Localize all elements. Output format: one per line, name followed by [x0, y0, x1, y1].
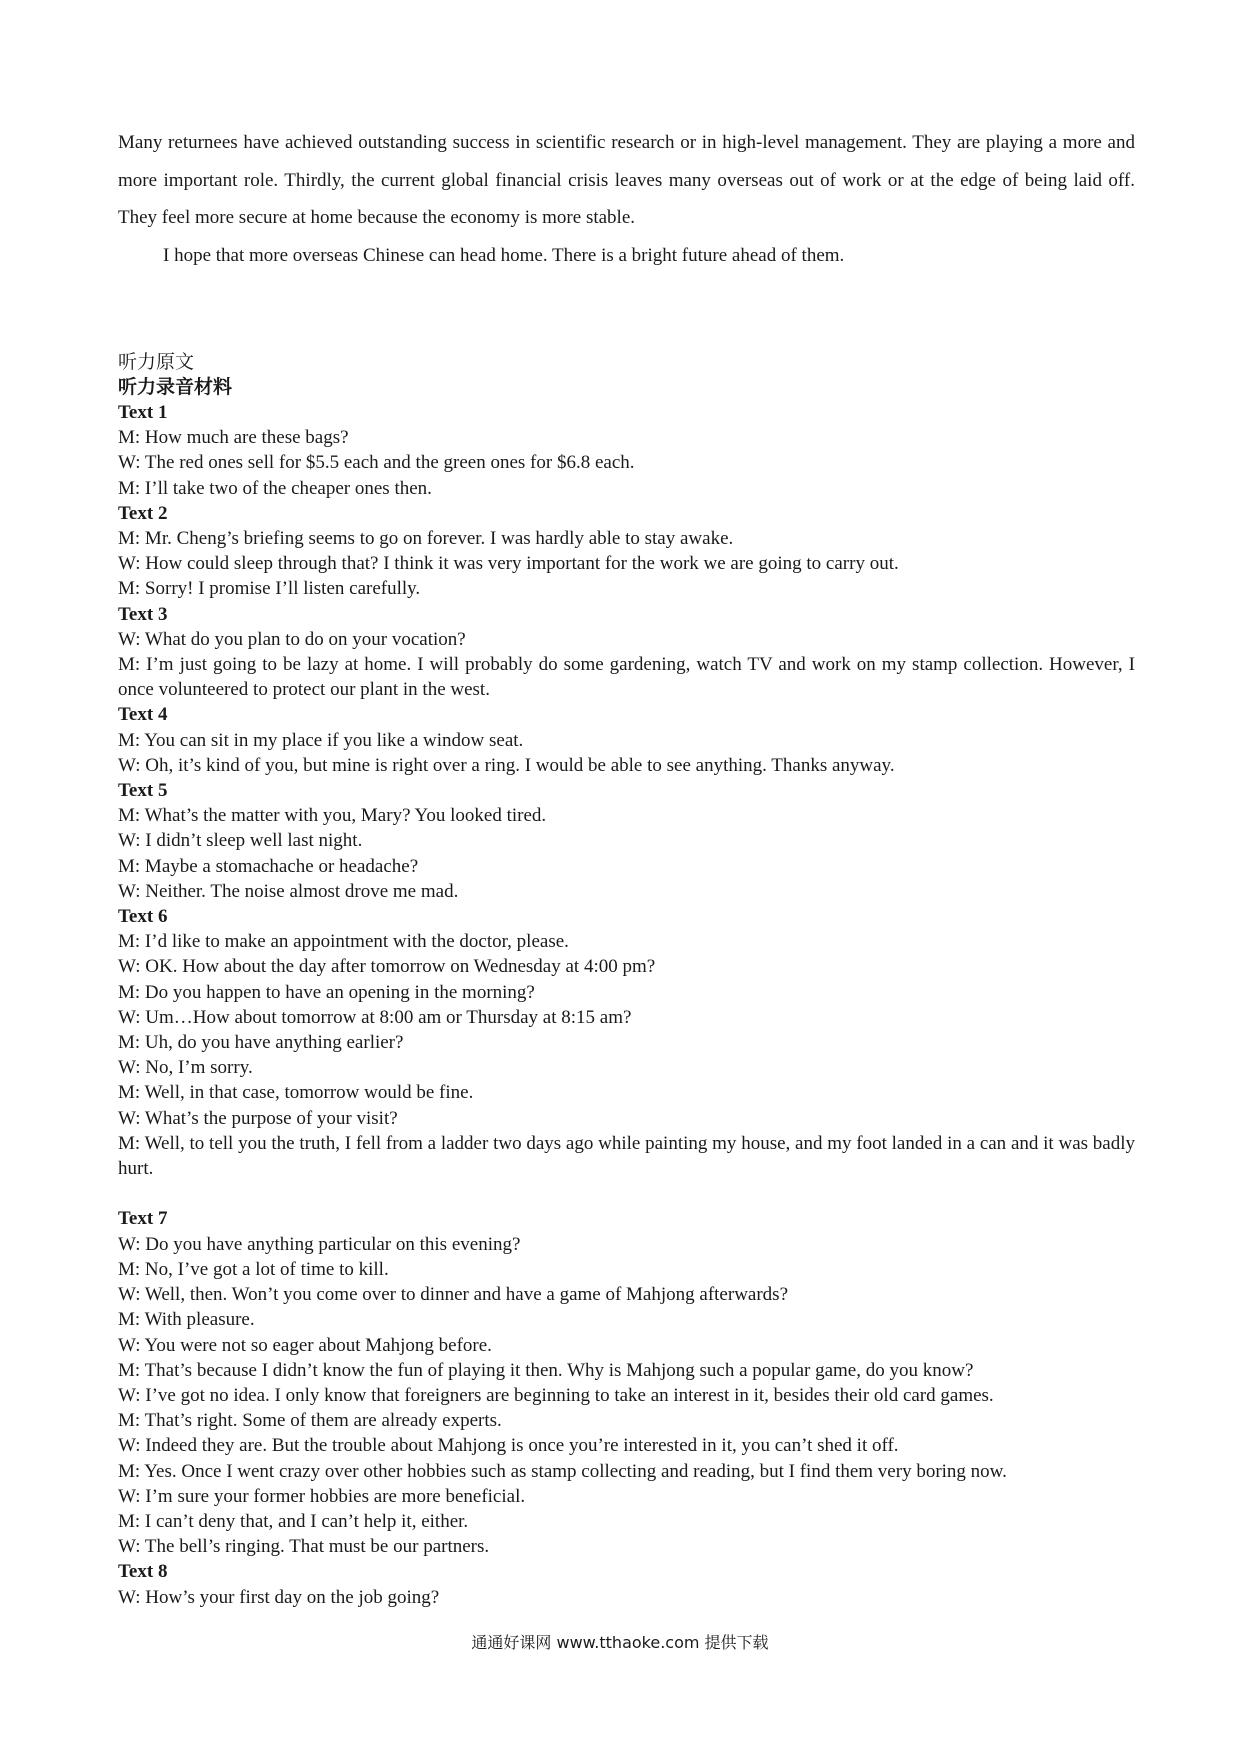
transcript-heading: Text 5 — [118, 780, 168, 802]
page-footer: 通通好课网 www.tthaoke.com 提供下载 — [471, 1633, 769, 1652]
transcript-section — [118, 778, 1135, 904]
transcript-heading: Text 7 — [118, 1208, 168, 1230]
essay-paragraph-2: I hope that more overseas Chinese can head home. There is a bright future ahead of them. — [163, 244, 845, 266]
dialogue-line: W: I didn’t sleep well last night. — [118, 830, 363, 852]
transcript-heading: Text 6 — [118, 906, 168, 928]
blank-line — [118, 1181, 1135, 1206]
transcript-section — [118, 904, 1135, 1181]
dialogue-line: W: How’s your first day on the job going? — [118, 1586, 440, 1608]
transcript-heading: Text 2 — [118, 502, 168, 524]
dialogue-line: W: What’s the purpose of your visit? — [118, 1107, 398, 1129]
dialogue-line: W: Um…How about tomorrow at 8:00 am or Thursday at 8:15 am? — [118, 1006, 632, 1028]
dialogue-line: W: No, I’m sorry. — [118, 1057, 253, 1079]
dialogue-line: M: Well, in that case, tomorrow would be fine. — [118, 1082, 474, 1104]
dialogue-line: W: How could sleep through that? I think it was very important for the work we are going to carry out. — [118, 553, 899, 575]
transcript-section — [118, 400, 1135, 501]
dialogue-line: W: I’ve got no idea. I only know that foreigners are beginning to take an interest in it, besides their old card games. — [118, 1384, 994, 1406]
transcript-section — [118, 702, 1135, 778]
transcript-heading: Text 3 — [118, 603, 168, 625]
transcript-list — [118, 400, 1135, 1610]
dialogue-line: W: OK. How about the day after tomorrow on Wednesday at 4:00 pm? — [118, 956, 656, 978]
dialogue-line: M: That’s because I didn’t know the fun of playing it then. Why is Mahjong such a popular game, do you know? — [118, 1359, 974, 1381]
dialogue-line: W: I’m sure your former hobbies are more beneficial. — [118, 1485, 526, 1507]
dialogue-line: M: Mr. Cheng’s briefing seems to go on forever. I was hardly able to stay awake. — [118, 528, 734, 550]
dialogue-line: W: The bell’s ringing. That must be our partners. — [118, 1536, 490, 1558]
dialogue-line: W: Oh, it’s kind of you, but mine is right over a ring. I would be able to see anything. Thanks anyway. — [118, 754, 895, 776]
transcript-heading: Text 1 — [118, 402, 168, 423]
dialogue-line: W: Indeed they are. But the trouble about Mahjong is once you’re interested in it, you can’t shed it off. — [118, 1435, 899, 1457]
dialogue-line: M: No, I’ve got a lot of time to kill. — [118, 1258, 389, 1280]
dialogue-line: M: Yes. Once I went crazy over other hobbies such as stamp collecting and reading, but I find them very boring now. — [118, 1460, 1007, 1482]
dialogue-line: M: How much are these bags? — [118, 427, 349, 449]
dialogue-line: M: With pleasure. — [118, 1309, 255, 1331]
dialogue-line: M: Do you happen to have an opening in the morning? — [118, 981, 535, 1003]
dialogue-line: W: Neither. The noise almost drove me mad. — [118, 880, 459, 902]
dialogue-line: M: You can sit in my place if you like a window seat. — [118, 729, 524, 751]
dialogue-line: M: That’s right. Some of them are already experts. — [118, 1410, 502, 1432]
transcript-section — [118, 1206, 1135, 1559]
dialogue-line: M: I’d like to make an appointment with the doctor, please. — [118, 931, 569, 953]
dialogue-line: W: You were not so eager about Mahjong before. — [118, 1334, 492, 1356]
dialogue-line: M: What’s the matter with you, Mary? You looked tired. — [118, 805, 547, 827]
listening-label: 听力原文 — [118, 351, 195, 373]
dialogue-line: W: What do you plan to do on your vocation? — [118, 628, 466, 650]
dialogue-line: W: Well, then. Won’t you come over to dinner and have a game of Mahjong afterwards? — [118, 1284, 789, 1306]
listening-title: 听力录音材料 — [118, 376, 233, 398]
essay-paragraph-1: Many returnees have achieved outstanding success in scientific research or in high-level management. They are playing a more and more important role. Thirdly, the current global financial crisis leaves many overseas out of work or at the edge of being laid off. They feel more secure at home because the economy is more stable. — [118, 132, 1135, 228]
dialogue-line: M: I’ll take two of the cheaper ones then. — [118, 477, 432, 499]
dialogue-line: M: I’m just going to be lazy at home. I will probably do some gardening, watch TV and work on my stamp collection. However, I once volunteered to protect our plant in the west. — [118, 654, 1135, 701]
dialogue-line: M: I can’t deny that, and I can’t help it, either. — [118, 1510, 469, 1532]
transcript-heading: Text 4 — [118, 704, 168, 726]
transcript-section — [118, 501, 1135, 602]
dialogue-line: M: Sorry! I promise I’ll listen carefully. — [118, 578, 421, 600]
transcript-section — [118, 602, 1135, 703]
section-spacer — [118, 274, 1135, 350]
dialogue-line: M: Maybe a stomachache or headache? — [118, 855, 419, 877]
dialogue-line: M: Uh, do you have anything earlier? — [118, 1032, 404, 1054]
dialogue-line: W: Do you have anything particular on this evening? — [118, 1233, 521, 1255]
transcript-heading: Text 8 — [118, 1561, 168, 1583]
dialogue-line: W: The red ones sell for $5.5 each and the green ones for $6.8 each. — [118, 452, 635, 474]
dialogue-line: M: Well, to tell you the truth, I fell from a ladder two days ago while painting my house, and my foot landed in a can and it was badly hurt. — [118, 1132, 1135, 1180]
document-page — [118, 124, 1135, 1610]
transcript-section — [118, 1559, 1135, 1609]
